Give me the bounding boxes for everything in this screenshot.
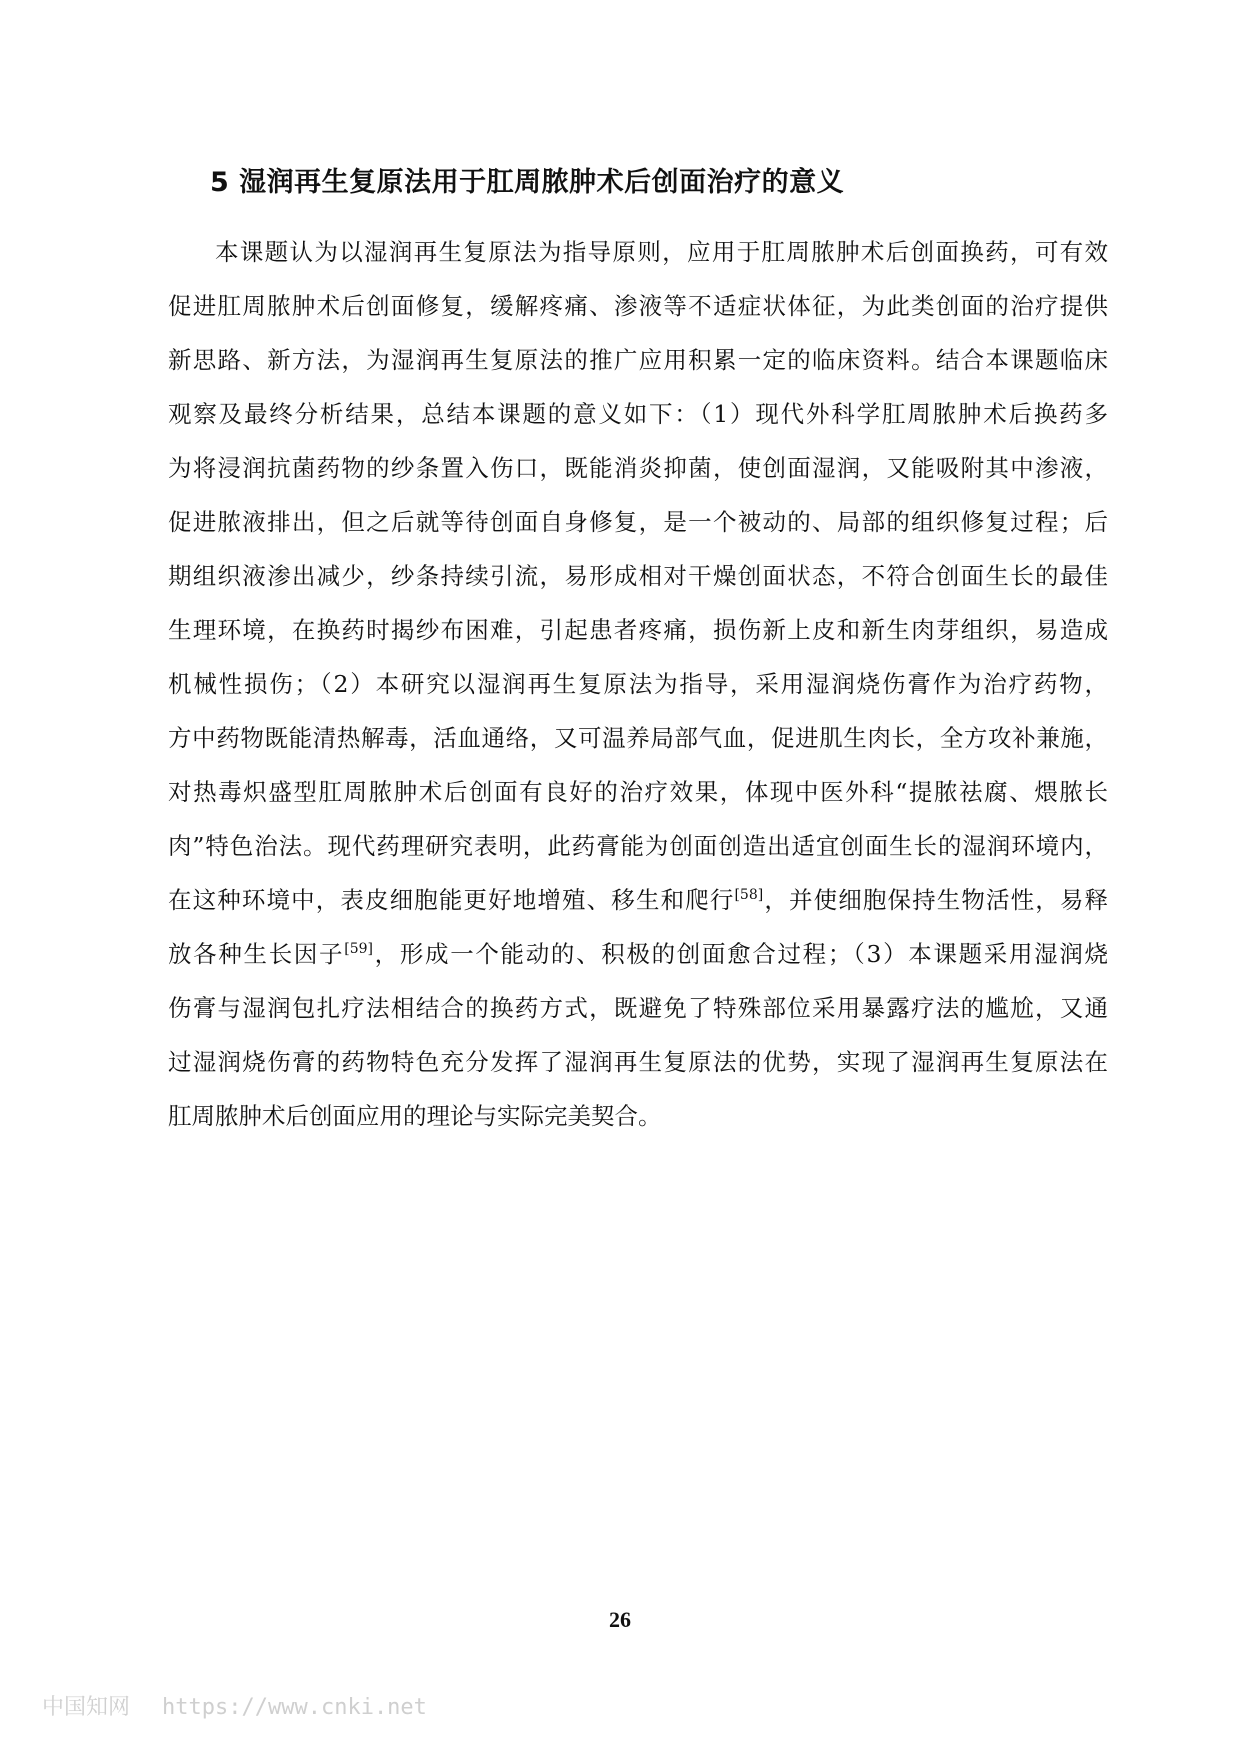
paragraph-line: 肛周脓肿术后创面应用的理论与实际完美契合。	[168, 1102, 662, 1130]
paragraph-line: 方中药物既能清热解毒，活血通络，又可温养局部气血，促进肌生肉长，全方攻补兼施，	[168, 724, 1108, 752]
paragraph-line: 生理环境，在换药时揭纱布困难，引起患者疼痛，损伤新上皮和新生肉芽组织，易造成	[168, 616, 1108, 644]
line-text: 放各种生长因子	[168, 940, 345, 968]
citation-reference: [58]	[734, 887, 764, 903]
paragraph-line: 促进脓液排出，但之后就等待创面自身修复，是一个被动的、局部的组织修复过程；后	[168, 508, 1108, 536]
line-text: ，并使细胞保持生物活性，易释	[763, 886, 1109, 914]
paragraph-line: 新思路、新方法，为湿润再生复原法的推广应用积累一定的临床资料。结合本课题临床	[168, 346, 1108, 374]
paragraph-line: 为将浸润抗菌药物的纱条置入伤口，既能消炎抑菌，使创面湿润，又能吸附其中渗液，	[168, 454, 1108, 482]
paragraph-line-with-citation	[168, 873, 1108, 927]
watermark-site-name: 中国知网	[42, 1695, 131, 1720]
line-text: 在这种环境中，表皮细胞能更好地增殖、移生和爬行	[168, 886, 735, 914]
paragraph-line: 促进肛周脓肿术后创面修复，缓解疼痛、渗液等不适症状体征，为此类创面的治疗提供	[168, 292, 1108, 320]
page-number: 26	[609, 1607, 631, 1632]
paragraph-line: 观察及最终分析结果，总结本课题的意义如下：（1）现代外科学肛周脓肿术后换药多	[168, 400, 1108, 428]
cnki-watermark	[42, 1690, 427, 1721]
paragraph-line: 本课题认为以湿润再生复原法为指导原则，应用于肛周脓肿术后创面换药，可有效	[215, 238, 1108, 266]
watermark-url: https://www.cnki.net	[162, 1695, 427, 1720]
paragraph-line: 肉”特色治法。现代药理研究表明，此药膏能为创面创造出适宜创面生长的湿润环境内，	[168, 832, 1108, 860]
line-text: ，形成一个能动的、积极的创面愈合过程；（3）本课题采用湿润烧	[373, 940, 1109, 968]
section-heading: 5 湿润再生复原法用于肛周脓肿术后创面治疗的意义	[210, 167, 845, 198]
paragraph-line: 期组织液渗出减少，纱条持续引流，易形成相对干燥创面状态，不符合创面生长的最佳	[168, 562, 1108, 590]
body-paragraph	[168, 225, 1108, 1143]
paragraph-line: 过湿润烧伤膏的药物特色充分发挥了湿润再生复原法的优势，实现了湿润再生复原法在	[168, 1048, 1108, 1076]
citation-reference: [59]	[344, 941, 373, 957]
paragraph-line: 机械性损伤；（2）本研究以湿润再生复原法为指导，采用湿润烧伤膏作为治疗药物，	[168, 670, 1108, 698]
paragraph-line-with-citation	[168, 927, 1108, 981]
paragraph-line: 伤膏与湿润包扎疗法相结合的换药方式，既避免了特殊部位采用暴露疗法的尴尬，又通	[168, 994, 1108, 1022]
paragraph-line: 对热毒炽盛型肛周脓肿术后创面有良好的治疗效果，体现中医外科“提脓祛腐、煨脓长	[168, 778, 1108, 806]
